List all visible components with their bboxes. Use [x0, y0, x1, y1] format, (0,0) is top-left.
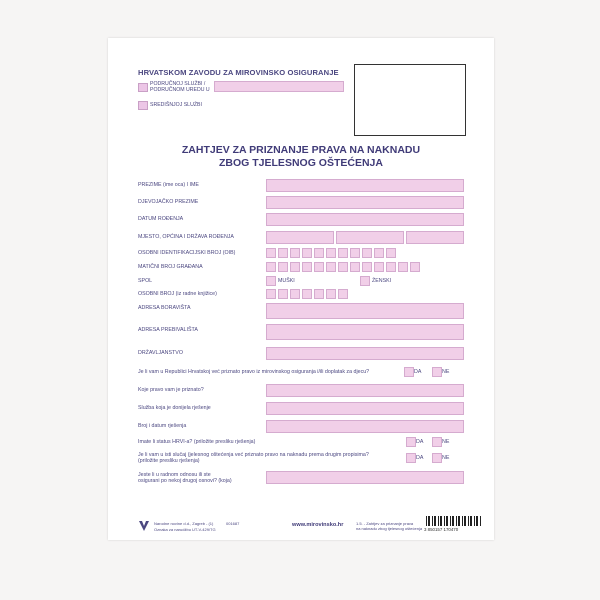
oib-digit[interactable] [362, 248, 372, 258]
form-sheet [108, 38, 494, 540]
q5-no-label: NE [442, 439, 450, 445]
regional-office-checkbox[interactable] [138, 83, 148, 92]
sex-female-label: ŽENSKI [372, 278, 392, 284]
personal-number-digit[interactable] [338, 289, 348, 299]
birth-place-label: MJESTO, OPĆINA I DRŽAVA ROĐENJA [138, 234, 234, 240]
q1-label: Je li vam u Republici Hrvatskoj već priznato pravo iz mirovinskog osiguranja i/ili doplatak za djecu? [138, 369, 370, 375]
publisher-line2: Oznaka za narudžbu UT-V-429/TG [154, 527, 216, 532]
mbg-digit[interactable] [386, 262, 396, 272]
mbg-digit[interactable] [314, 262, 324, 272]
birth-municipality-input[interactable] [336, 231, 404, 244]
personal-number-digit[interactable] [266, 289, 276, 299]
personal-number-digit[interactable] [302, 289, 312, 299]
mbg-digit[interactable] [266, 262, 276, 272]
oib-digit[interactable] [314, 248, 324, 258]
central-office-label: SREDIŠNJOJ SLUŽBI [150, 102, 202, 108]
q7-label-line2: osigurani po nekoj drugoj osnovi? (koja) [138, 478, 232, 484]
birth-date-label: DATUM ROĐENJA [138, 216, 184, 222]
oib-label: OSOBNI IDENTIFIKACIJSKI BROJ (OIB) [138, 250, 236, 256]
q1-yes-checkbox[interactable] [404, 367, 414, 377]
mbg-digit[interactable] [350, 262, 360, 272]
mbg-digit[interactable] [326, 262, 336, 272]
personal-number-label: OSOBNI BROJ (iz radne knjižice) [138, 291, 217, 297]
maiden-name-label: DJEVOJAČKO PREZIME [138, 199, 199, 205]
q5-yes-label: DA [416, 439, 424, 445]
oib-digit[interactable] [290, 248, 300, 258]
q4-input[interactable] [266, 420, 464, 433]
sex-label: SPOL [138, 278, 153, 284]
oib-digit[interactable] [338, 248, 348, 258]
barcode-number: 3 850157 170470 [424, 527, 459, 532]
form-title [108, 144, 494, 170]
q5-no-checkbox[interactable] [432, 437, 442, 447]
q7-input[interactable] [266, 471, 464, 484]
q6-yes-label: DA [416, 455, 424, 461]
mbg-digit[interactable] [302, 262, 312, 272]
form-title-line1: ZAHTJEV ZA PRIZNANJE PRAVA NA NAKNADU [181, 144, 421, 156]
q1-yes-label: DA [414, 369, 422, 375]
surname-label: PREZIME (ime oca) I IME [138, 182, 199, 188]
oib-digit[interactable] [374, 248, 384, 258]
oib-digit[interactable] [386, 248, 396, 258]
publisher-code: 001687 [226, 521, 240, 526]
stamp-box [354, 64, 466, 136]
mbg-digit[interactable] [362, 262, 372, 272]
oib-digit[interactable] [278, 248, 288, 258]
surname-input[interactable] [266, 179, 464, 192]
personal-number-digit[interactable] [326, 289, 336, 299]
q1-no-label: NE [442, 369, 450, 375]
q4-label: Broj i datum rješenja [138, 423, 187, 429]
mbg-digit[interactable] [410, 262, 420, 272]
personal-number-digit[interactable] [290, 289, 300, 299]
mbg-digit[interactable] [290, 262, 300, 272]
q2-input[interactable] [266, 384, 464, 397]
website-link[interactable]: www.mirovinsko.hr [292, 522, 344, 528]
sex-male-checkbox[interactable] [266, 276, 276, 286]
citizenship-input[interactable] [266, 347, 464, 360]
barcode [426, 516, 482, 526]
q5-yes-checkbox[interactable] [406, 437, 416, 447]
central-office-checkbox[interactable] [138, 101, 148, 110]
q3-input[interactable] [266, 402, 464, 415]
mbg-label: MATIČNI BROJ GRAĐANA [138, 264, 203, 270]
q6-label-line2: (priložite presliku rješenja) [138, 458, 200, 464]
q2-label: Koje pravo vam je priznato? [138, 387, 204, 393]
q3-label: Služba koja je donijela rješenje [138, 405, 211, 411]
citizenship-label: DRŽAVLJANSTVO [138, 350, 183, 356]
residence-label: ADRESA BORAVIŠTA [138, 305, 191, 311]
birth-place-input[interactable] [266, 231, 334, 244]
birth-country-input[interactable] [406, 231, 464, 244]
mbg-digit[interactable] [338, 262, 348, 272]
q5-label: Imate li status HRVI-a? (priložite presliku rješenja) [138, 439, 256, 445]
mbg-digit[interactable] [374, 262, 384, 272]
domicile-label: ADRESA PREBIVALIŠTA [138, 327, 198, 333]
oib-digit[interactable] [302, 248, 312, 258]
domicile-input[interactable] [266, 324, 464, 340]
institution-heading: HRVATSKOM ZAVODU ZA MIROVINSKO OSIGURANJE [138, 68, 339, 77]
regional-office-label: PODRUČNOJ SLUŽBI / PODRUČNOM UREDU U [150, 81, 210, 93]
q6-no-label: NE [442, 455, 450, 461]
regional-office-input[interactable] [214, 81, 344, 92]
personal-number-digit[interactable] [314, 289, 324, 299]
birth-date-input[interactable] [266, 213, 464, 226]
sex-female-checkbox[interactable] [360, 276, 370, 286]
maiden-name-input[interactable] [266, 196, 464, 209]
mbg-digit[interactable] [278, 262, 288, 272]
form-title-line2: ZBOG TJELESNOG OŠTEĆENJA [219, 157, 383, 169]
form-id-line1: 1.5. - Zahtjev za priznanje prava [356, 521, 414, 526]
q6-yes-checkbox[interactable] [406, 453, 416, 463]
residence-input[interactable] [266, 303, 464, 319]
q7-label-line1: Jeste li u radnom odnosu ili ste [138, 472, 211, 478]
publisher-logo-icon [138, 520, 150, 532]
q6-label-line1: Je li vam u isti slučaj (jelesnog oštećenja već priznato pravo na naknadu prema drugim propisima? [138, 452, 369, 458]
oib-digit[interactable] [266, 248, 276, 258]
sex-male-label: MUŠKI [278, 278, 295, 284]
q1-no-checkbox[interactable] [432, 367, 442, 377]
mbg-digit[interactable] [398, 262, 408, 272]
personal-number-digit[interactable] [278, 289, 288, 299]
publisher-line1: Narodne novine d.d., Zagreb - (1) [154, 521, 214, 526]
oib-digit[interactable] [326, 248, 336, 258]
oib-digit[interactable] [350, 248, 360, 258]
q6-no-checkbox[interactable] [432, 453, 442, 463]
form-id-line2: na naknadu zbog tjelesnog oštećenja [356, 526, 423, 531]
